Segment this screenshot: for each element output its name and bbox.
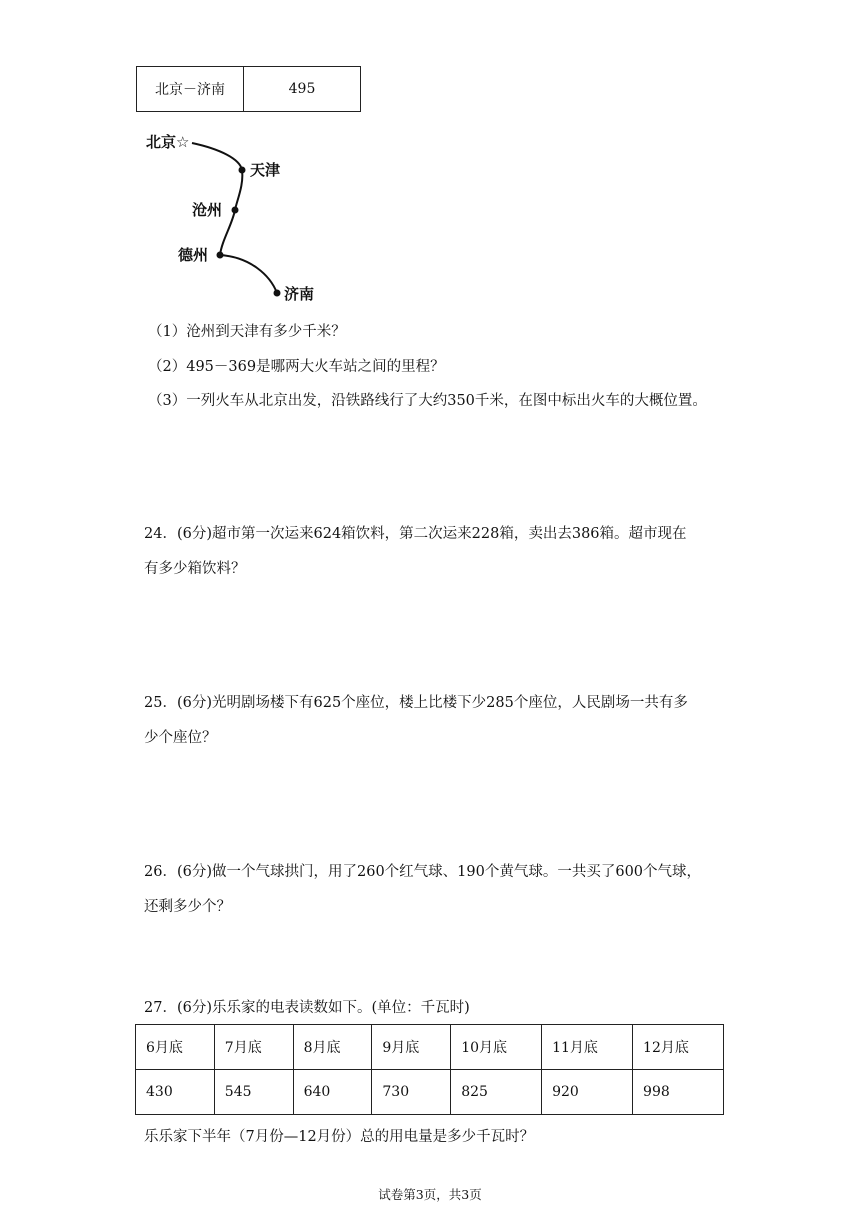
station-dot-jinan [274, 290, 281, 297]
station-label-beijing: 北京☆ [146, 133, 190, 151]
distance-cell: 495 [244, 67, 361, 112]
route-cell: 北京－济南 [137, 67, 244, 112]
reading-cell: 920 [542, 1070, 633, 1115]
q24-line-2: 有多少箱饮料？ [144, 561, 246, 577]
station-dot-cangzhou [232, 207, 239, 214]
q27-question: 乐乐家下半年（7月份—12月份）总的用电量是多少千瓦时？ [144, 1129, 535, 1145]
q24-line-1: 24．(6分)超市第一次运来624箱饮料，第二次运来228箱，卖出去386箱。超市现在 [144, 526, 687, 542]
route-distance-table [136, 66, 361, 112]
station-dot-tianjin [239, 167, 246, 174]
station-dot-dezhou [217, 252, 224, 259]
station-label-cangzhou: 沧州 [192, 201, 223, 219]
q25-line-2: 少个座位？ [144, 730, 217, 746]
reading-cell: 998 [633, 1070, 724, 1115]
reading-cell: 730 [372, 1070, 451, 1115]
q26-line-2: 还剩多少个？ [144, 899, 231, 915]
reading-cell: 640 [293, 1070, 372, 1115]
station-label-dezhou: 德州 [178, 246, 209, 264]
q23-sub-2: （2）495－369是哪两大火车站之间的里程？ [148, 359, 445, 375]
page-footer: 试卷第3页，共3页 [378, 1187, 482, 1202]
month-cell: 8月底 [293, 1025, 372, 1070]
q23-sub-3: （3）一列火车从北京出发，沿铁路线行了大约350千米，在图中标出火车的大概位置。 [148, 393, 707, 409]
month-cell: 6月底 [136, 1025, 215, 1070]
station-label-tianjin: 天津 [250, 161, 281, 179]
table-row-readings [136, 1070, 724, 1115]
q23-sub-1: （1）沧州到天津有多少千米？ [148, 324, 346, 340]
reading-cell: 545 [214, 1070, 293, 1115]
table-row [137, 67, 361, 112]
month-cell: 7月底 [214, 1025, 293, 1070]
reading-cell: 825 [451, 1070, 542, 1115]
q27-title: 27．(6分)乐乐家的电表读数如下。(单位：千瓦时) [144, 1000, 470, 1016]
month-cell: 10月底 [451, 1025, 542, 1070]
month-cell: 9月底 [372, 1025, 451, 1070]
station-label-jinan: 济南 [284, 285, 315, 303]
month-cell: 11月底 [542, 1025, 633, 1070]
railway-map [140, 125, 360, 310]
table-row-months [136, 1025, 724, 1070]
reading-cell: 430 [136, 1070, 215, 1115]
meter-reading-table [135, 1024, 724, 1115]
q26-line-1: 26．(6分)做一个气球拱门，用了260个红气球、190个黄气球。一共买了600个气球， [144, 864, 702, 880]
month-cell: 12月底 [633, 1025, 724, 1070]
q25-line-1: 25．(6分)光明剧场楼下有625个座位，楼上比楼下少285个座位，人民剧场一共有多 [144, 695, 688, 711]
